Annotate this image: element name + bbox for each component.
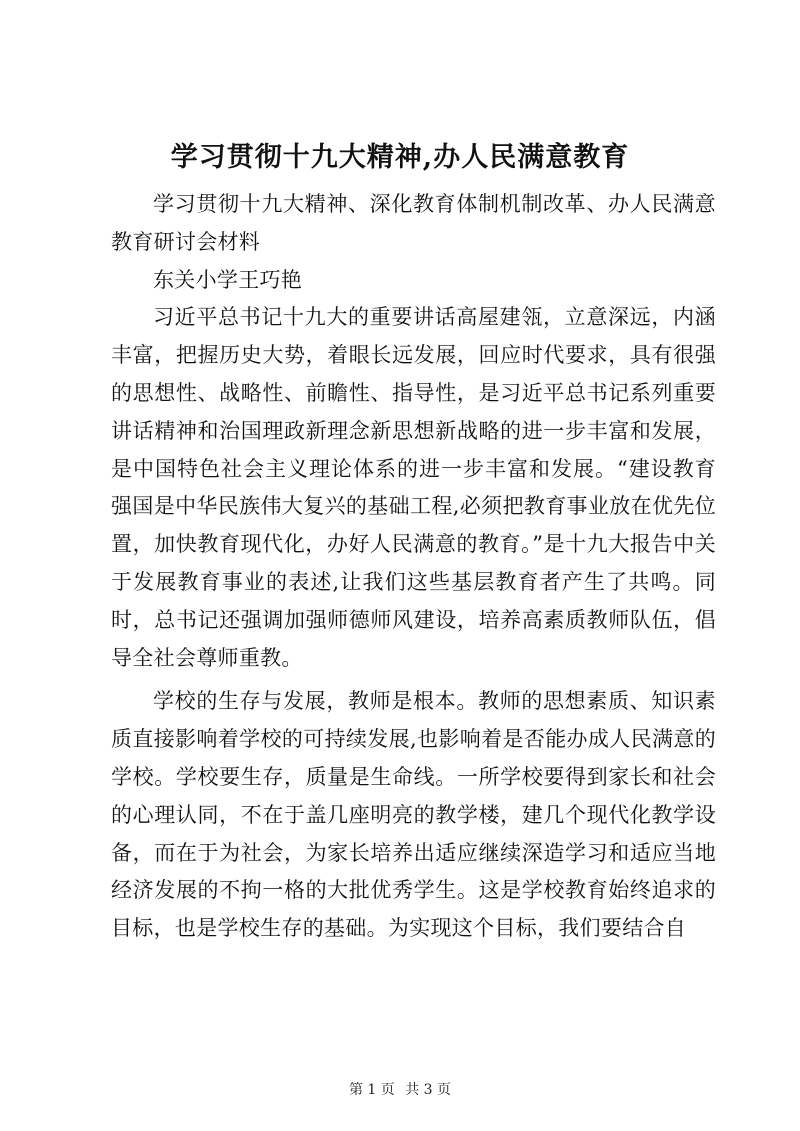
author-line: 东关小学王巧艳 [153, 267, 303, 292]
body-paragraph: 习近平总书记十九大的重要讲话高屋建瓴，立意深远，内涵丰富，把握历史大势，着眼长远发展，回应时代要求，具有很强的思想性、战略性、前瞻性、指导性，是习近平总书记系列重要讲话精神和治国理政新理念新思想新战略的进一步丰富和发展，是中国特色社会主义理论体系的进一步丰富和发展。“建设教育强国是中华民族伟大复兴的基础工程,必须把教育事业放在优先位置，加快教育现代化，办好人民满意的教育。”是十九大报告中关于发展教育事业的表述,让我们这些基层教育者产生了共鸣。同时，总书记还强调加强师德师风建设，培养高素质教师队伍，倡导全社会尊师重教。 [111, 305, 716, 670]
document-title: 学习贯彻十九大精神,办人民满意教育 [170, 142, 630, 173]
body-paragraph: 学校的生存与发展，教师是根本。教师的思想素质、知识素质直接影响着学校的可持续发展,也影响着是否能办成人民满意的学校。学校要生存，质量是生命线。一所学校要得到家长和社会的心理认同，不在于盖几座明亮的教学楼，建几个现代化教学设备，而在于为社会，为家长培养出适应继续深造学习和适应当地经济发展的不拘一格的大批优秀学生。这是学校教育始终追求的目标，也是学校生存的基础。为实现这个目标，我们要结合自 [111, 689, 716, 941]
document-body [111, 186, 716, 948]
page-footer [0, 1080, 800, 1100]
page-number: 第 1 页 [348, 1082, 395, 1098]
page-total: 共 3 页 [405, 1082, 452, 1098]
subtitle-paragraph: 学习贯彻十九大精神、深化教育体制机制改革、办人民满意教育研讨会材料 [111, 192, 716, 254]
